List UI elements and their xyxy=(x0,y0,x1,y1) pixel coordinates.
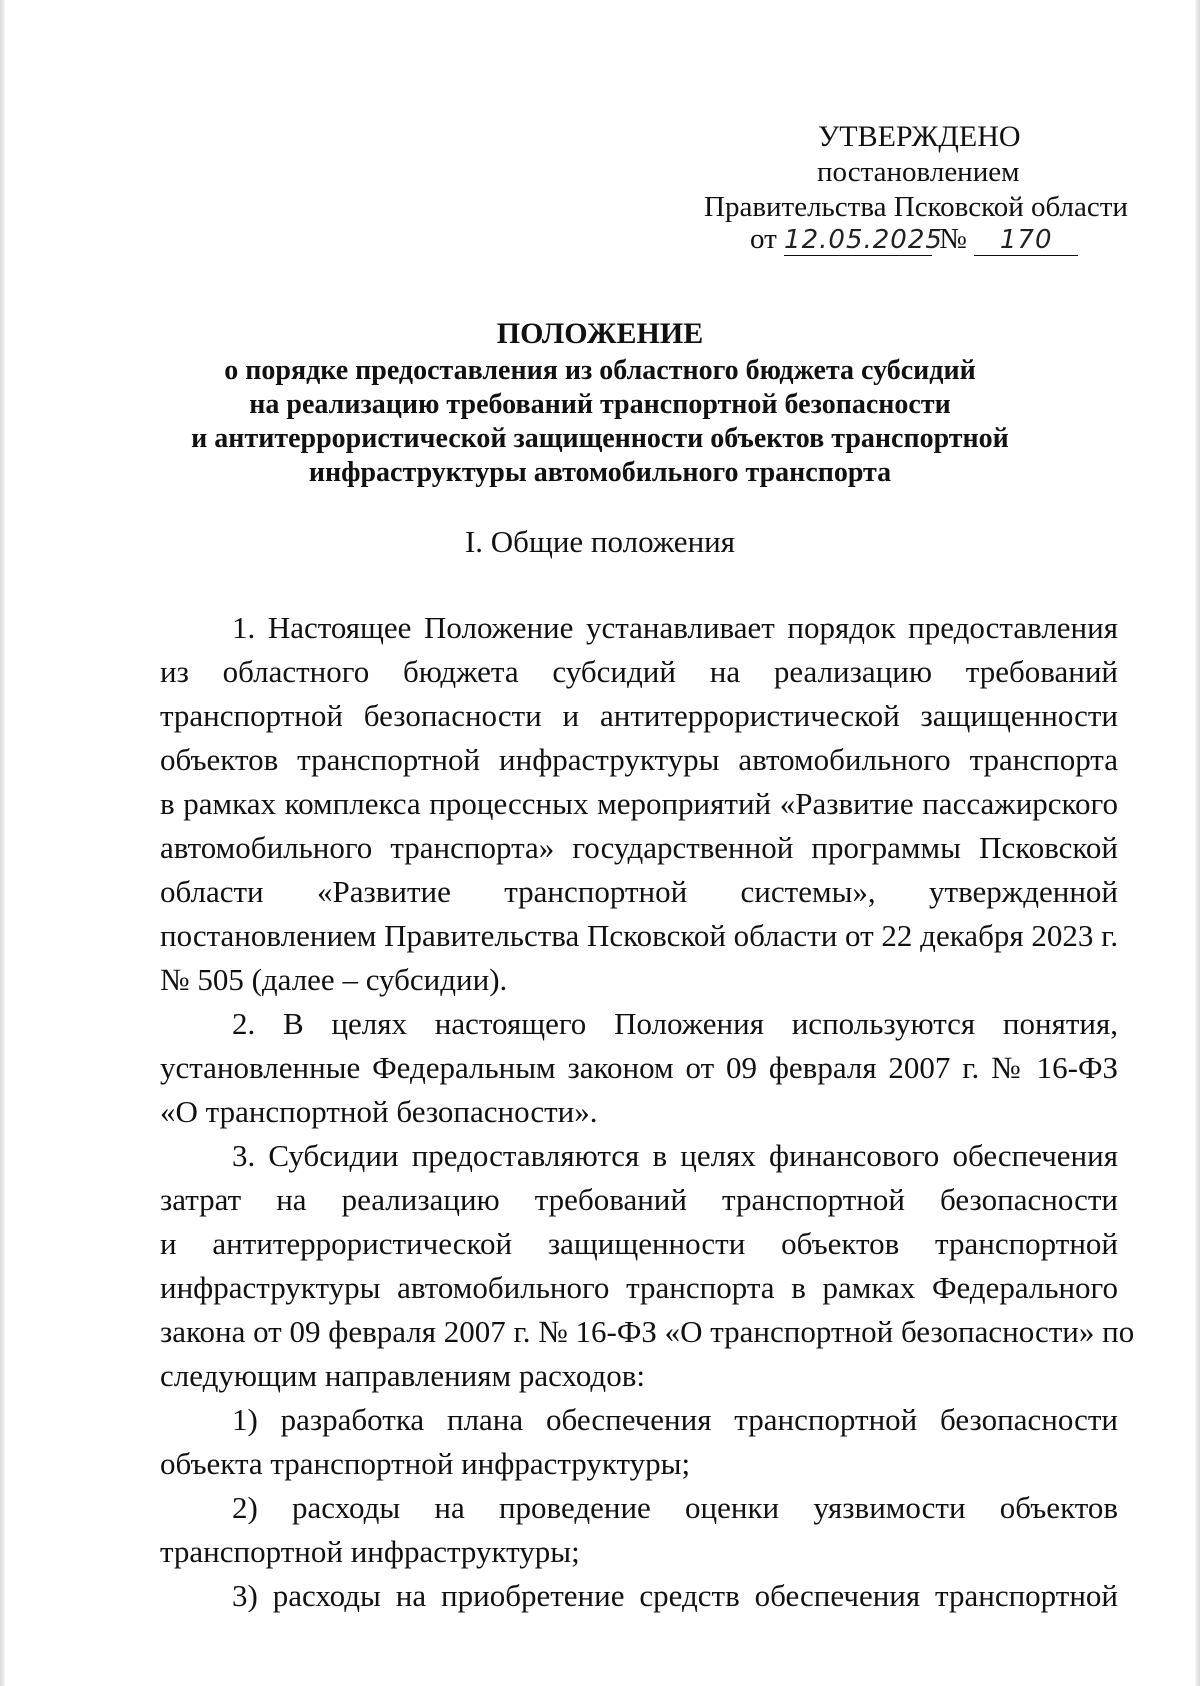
body-line: инфраструктуры автомобильного транспорта в рамках Федерального xyxy=(160,1270,1118,1305)
body-line: транспортной инфраструктуры; xyxy=(160,1534,580,1569)
heading-line-4: инфраструктуры автомобильного транспорта xyxy=(308,457,892,488)
body-line: закона от 09 февраля 2007 г. № 16-ФЗ «О транспортной безопасности» по xyxy=(160,1314,1135,1349)
number-handwritten: 170 xyxy=(974,225,1078,256)
body-line: 2) расходы на проведение оценки уязвимости объектов xyxy=(232,1490,1118,1525)
body-line: в рамках комплекса процессных мероприятий «Развитие пассажирского xyxy=(160,786,1118,821)
body-line: объекта транспортной инфраструктуры; xyxy=(160,1446,691,1481)
body-line: № 505 (далее – субсидии). xyxy=(160,962,508,997)
approval-line-resolution: постановлением xyxy=(817,156,1020,188)
body-line: объектов транспортной инфраструктуры автомобильного транспорта xyxy=(160,742,1118,777)
approval-line-government: Правительства Псковской области xyxy=(704,191,1128,223)
heading-line-1: о порядке предоставления из областного бюджета субсидий xyxy=(224,355,976,386)
body-line: и антитеррористической защищенности объектов транспортной xyxy=(160,1226,1118,1261)
body-line: 3) расходы на приобретение средств обеспечения транспортной xyxy=(232,1578,1118,1613)
body-line: автомобильного транспорта» государственной программы Псковской xyxy=(160,830,1118,865)
document-title: ПОЛОЖЕНИЕ xyxy=(496,317,704,350)
number-sign: № xyxy=(939,223,967,255)
body-line: области «Развитие транспортной системы», утвержденной xyxy=(160,874,1118,909)
body-line: 1. Настоящее Положение устанавливает порядок предоставления xyxy=(232,610,1118,645)
date-handwritten: 12.05.2025 xyxy=(784,225,943,255)
section-title: I. Общие положения xyxy=(464,524,736,559)
body-line: 2. В целях настоящего Положения используются понятия, xyxy=(232,1006,1118,1041)
heading-line-2: на реализацию требований транспортной безопасности xyxy=(249,389,951,420)
page-edge-right xyxy=(1195,0,1200,1686)
body-line: 1) разработка плана обеспечения транспортной безопасности xyxy=(232,1402,1118,1437)
body-line: транспортной безопасности и антитеррористической защищенности xyxy=(160,698,1118,733)
body-line: следующим направлениям расходов: xyxy=(160,1358,645,1393)
heading-line-3: и антитеррористической защищенности объектов транспортной xyxy=(191,423,1009,454)
body-line: 3. Субсидии предоставляются в целях финансового обеспечения xyxy=(232,1138,1118,1173)
body-line: из областного бюджета субсидий на реализацию требований xyxy=(160,654,1118,689)
body-line: установленные Федеральным законом от 09 февраля 2007 г. № 16-ФЗ xyxy=(160,1050,1118,1085)
body-line: затрат на реализацию требований транспортной безопасности xyxy=(160,1182,1118,1217)
approval-title: УТВЕРЖДЕНО xyxy=(818,120,1021,153)
body-line: постановлением Правительства Псковской области от 22 декабря 2023 г. xyxy=(160,918,1119,953)
page-edge-left xyxy=(0,0,5,1686)
body-line: «О транспортной безопасности». xyxy=(160,1094,598,1129)
date-prefix: от xyxy=(750,223,777,255)
approval-date-line xyxy=(750,222,1078,256)
